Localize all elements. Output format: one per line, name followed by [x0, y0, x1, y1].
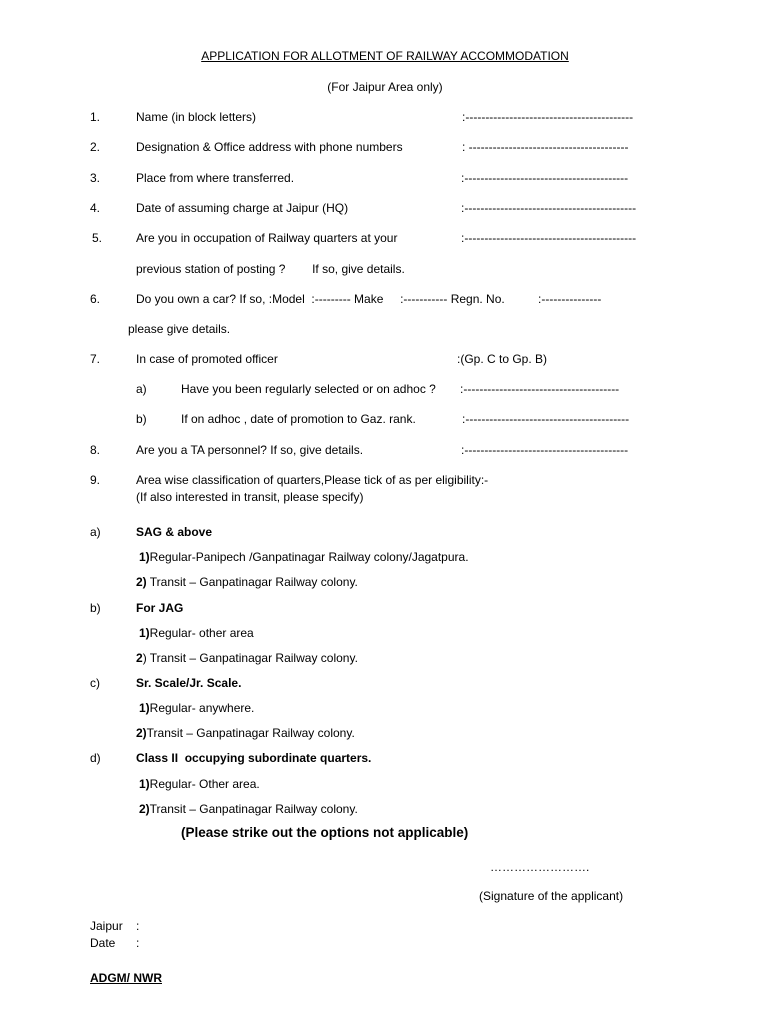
item-label: Date of assuming charge at Jaipur (HQ) — [136, 201, 349, 215]
subitem-label: Have you been regularly selected or on adhoc ? — [181, 382, 436, 396]
item-number: 1. — [90, 110, 101, 124]
option-text: Regular- Other area. — [149, 777, 260, 791]
option-text: Transit – Ganpatinagar Railway colony. — [146, 726, 355, 740]
item-label: Do you own a car? If so, :Model :--------- Make :----------- Regn. No. :--------------- — [136, 292, 602, 306]
option-number: 2) — [136, 726, 147, 740]
item-label: Are you in occupation of Railway quarters at your — [136, 231, 398, 245]
category-letter: c) — [90, 676, 100, 690]
item-blank-field: :------------------------------------------- — [461, 231, 637, 245]
option-text: Regular- anywhere. — [149, 701, 255, 715]
option-line — [139, 802, 358, 816]
option-number: 1) — [139, 777, 150, 791]
subitem-blank-field: :--------------------------------------- — [460, 382, 620, 396]
option-text: Transit – Ganpatinagar Railway colony. — [146, 575, 358, 589]
category-heading: Class II occupying subordinate quarters. — [136, 751, 372, 765]
office-signature: ADGM/ NWR — [90, 971, 162, 985]
date-colon: : — [136, 936, 140, 950]
option-number: 2 — [136, 651, 143, 665]
option-text: Regular- other area — [149, 626, 254, 640]
option-line — [136, 575, 358, 589]
item-blank-field: :------------------------------------------ — [462, 110, 634, 124]
option-number: 2) — [139, 802, 150, 816]
page-title: APPLICATION FOR ALLOTMENT OF RAILWAY ACCOMMODATION — [201, 49, 569, 63]
item-label: Area wise classification of quarters,Please tick of as per eligibility:- — [136, 473, 489, 487]
signature-line: ……………………. — [490, 860, 590, 874]
category-heading: SAG & above — [136, 525, 213, 539]
item-number: 9. — [90, 473, 101, 487]
strike-note: (Please strike out the options not applicable) — [181, 825, 469, 840]
option-line — [136, 651, 358, 665]
subitem-label: If on adhoc , date of promotion to Gaz. rank. — [181, 412, 416, 426]
option-line — [139, 626, 254, 640]
option-text: Transit – Ganpatinagar Railway colony. — [149, 802, 358, 816]
item-number: 5. — [92, 231, 103, 245]
category-heading: For JAG — [136, 601, 184, 615]
date-label: Date — [90, 936, 116, 950]
item-label-continued: please give details. — [128, 322, 231, 336]
item-label-continued: previous station of posting ? If so, give details. — [136, 262, 405, 276]
item-number: 2. — [90, 140, 101, 154]
option-line — [139, 550, 469, 564]
item-label-continued: (If also interested in transit, please specify) — [136, 490, 364, 504]
option-text: Regular-Panipech /Ganpatinagar Railway colony/Jagatpura. — [149, 550, 469, 564]
place-label: Jaipur — [90, 919, 123, 933]
option-line — [139, 777, 260, 791]
option-line — [139, 701, 254, 715]
option-number: 1) — [139, 550, 150, 564]
item-label: Designation & Office address with phone numbers — [136, 140, 403, 154]
option-number: 1) — [139, 626, 150, 640]
subitem-letter: a) — [136, 382, 147, 396]
item-label: In case of promoted officer — [136, 352, 278, 366]
item-number: 8. — [90, 443, 101, 457]
item-number: 7. — [90, 352, 101, 366]
item-blank-field: :(Gp. C to Gp. B) — [457, 352, 548, 366]
subitem-blank-field: :----------------------------------------- — [462, 412, 630, 426]
category-letter: b) — [90, 601, 101, 615]
category-heading: Sr. Scale/Jr. Scale. — [136, 676, 242, 690]
option-text: ) Transit – Ganpatinagar Railway colony. — [142, 651, 358, 665]
item-label: Are you a TA personnel? If so, give details. — [136, 443, 364, 457]
category-letter: a) — [90, 525, 101, 539]
item-blank-field: : ---------------------------------------- — [462, 140, 629, 154]
item-blank-field: :----------------------------------------- — [461, 443, 629, 457]
item-label: Place from where transferred. — [136, 171, 295, 185]
category-letter: d) — [90, 751, 101, 765]
option-number: 2) — [136, 575, 147, 589]
item-blank-field: :----------------------------------------- — [461, 171, 629, 185]
item-label: Name (in block letters) — [136, 110, 257, 124]
option-line — [136, 726, 355, 740]
item-blank-field: :------------------------------------------- — [461, 201, 637, 215]
item-number: 4. — [90, 201, 101, 215]
option-number: 1) — [139, 701, 150, 715]
page-subtitle: (For Jaipur Area only) — [327, 80, 443, 94]
item-number: 6. — [90, 292, 101, 306]
subitem-letter: b) — [136, 412, 147, 426]
signature-label: (Signature of the applicant) — [479, 889, 624, 903]
item-number: 3. — [90, 171, 101, 185]
place-colon: : — [136, 919, 140, 933]
